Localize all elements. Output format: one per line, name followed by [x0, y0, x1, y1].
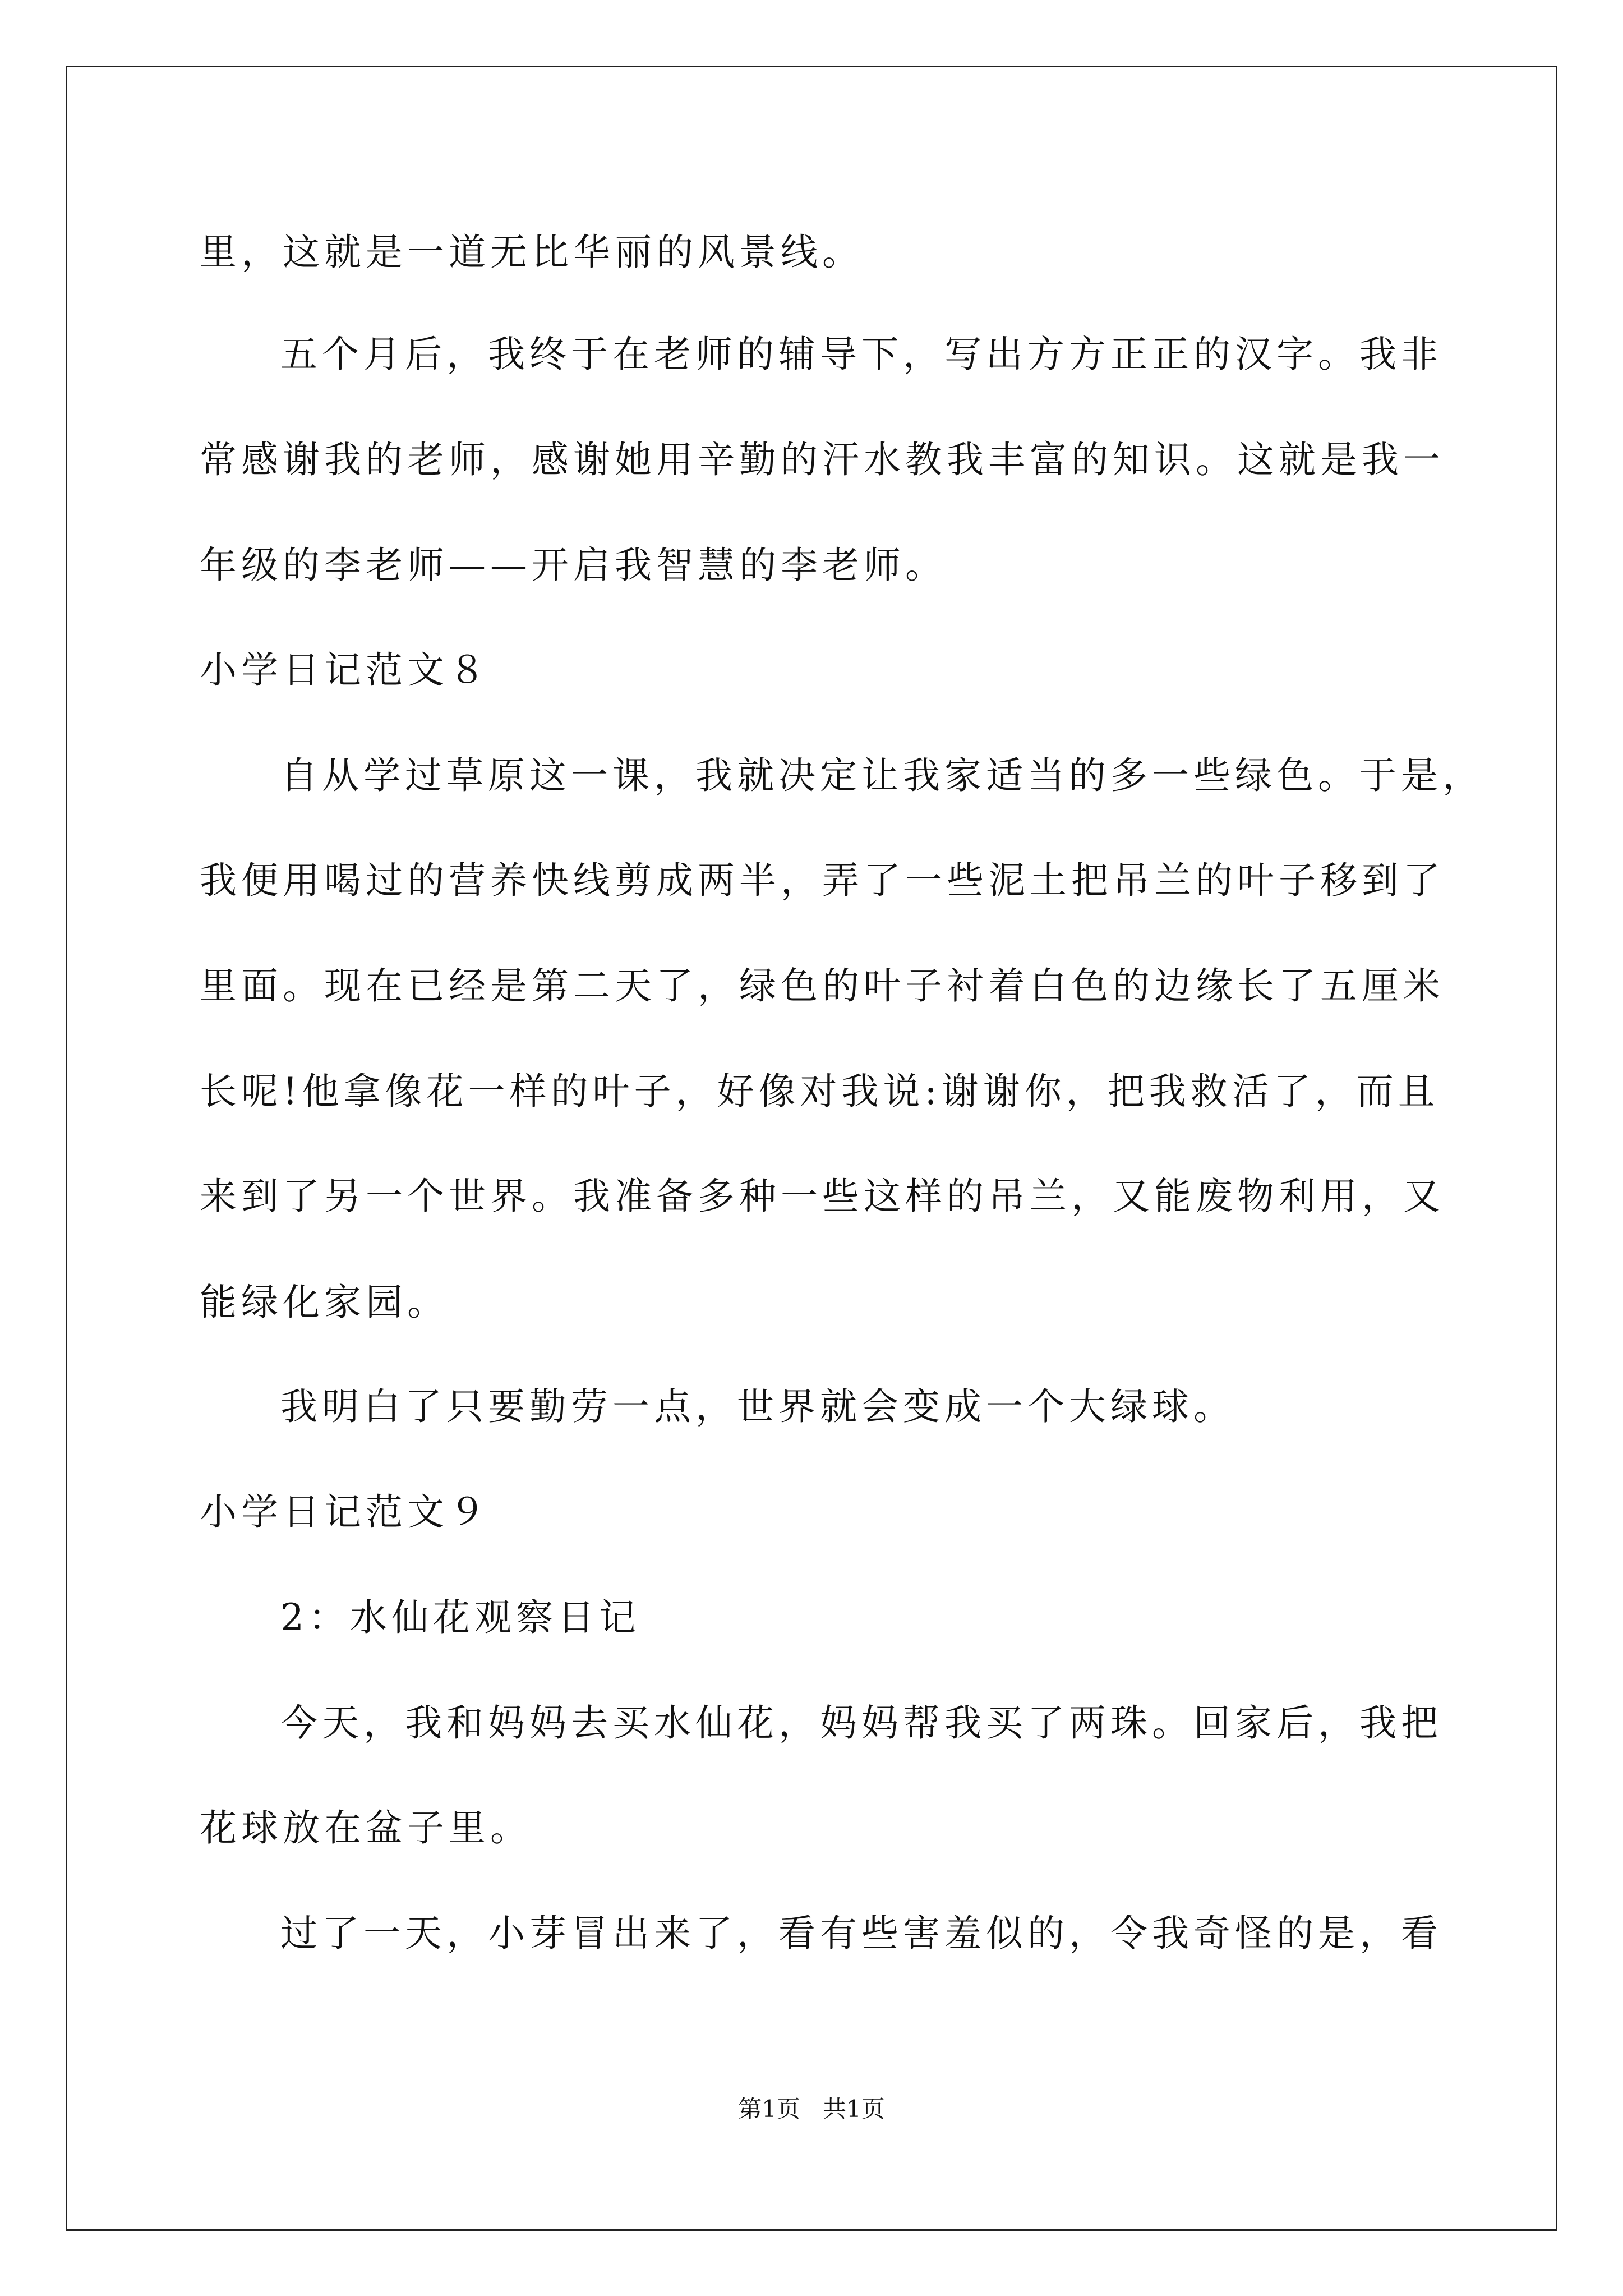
paragraph-line: 来到了另一个世界。我准备多种一些这样的吊兰，又能废物利用，又	[200, 1175, 1445, 1218]
paragraph-line: 我便用喝过的营养快线剪成两半，弄了一些泥土把吊兰的叶子移到了	[200, 859, 1445, 902]
paragraph-line: 花球放在盆子里。	[200, 1806, 532, 1849]
paragraph-line: 年级的李老师——开启我智慧的李老师。	[200, 544, 947, 587]
section-heading: 小学日记范文９	[200, 1490, 490, 1534]
paragraph-line: 五个月后，我终于在老师的辅导下，写出方方正正的汉字。我非	[280, 333, 1442, 376]
paragraph-line: 过了一天，小芽冒出来了，看有些害羞似的，令我奇怪的是，看	[280, 1912, 1442, 1955]
paragraph-line: 我明白了只要勤劳一点，世界就会变成一个大绿球。	[280, 1385, 1235, 1428]
page-border	[66, 66, 1557, 2231]
paragraph-line: 里，这就是一道无比华丽的风景线。	[200, 231, 864, 274]
paragraph-line: 能绿化家园。	[200, 1281, 449, 1324]
paragraph-line: 常感谢我的老师，感谢她用辛勤的汗水教我丰富的知识。这就是我一	[200, 438, 1445, 481]
paragraph-line: 2：水仙花观察日记	[280, 1596, 640, 1639]
section-heading: 小学日记范文８	[200, 648, 490, 692]
paragraph-line: 长呢!他拿像花一样的叶子，好像对我说:谢谢你，把我救活了，而且	[200, 1070, 1440, 1113]
page-number-footer: 第1页 共1页	[738, 2095, 885, 2123]
paragraph-line: 里面。现在已经是第二天了，绿色的叶子衬着白色的边缘长了五厘米	[200, 964, 1445, 1007]
paragraph-line: 自从学过草原这一课，我就决定让我家适当的多一些绿色。于是，	[280, 754, 1484, 797]
paragraph-line: 今天，我和妈妈去买水仙花，妈妈帮我买了两珠。回家后，我把	[280, 1701, 1442, 1745]
